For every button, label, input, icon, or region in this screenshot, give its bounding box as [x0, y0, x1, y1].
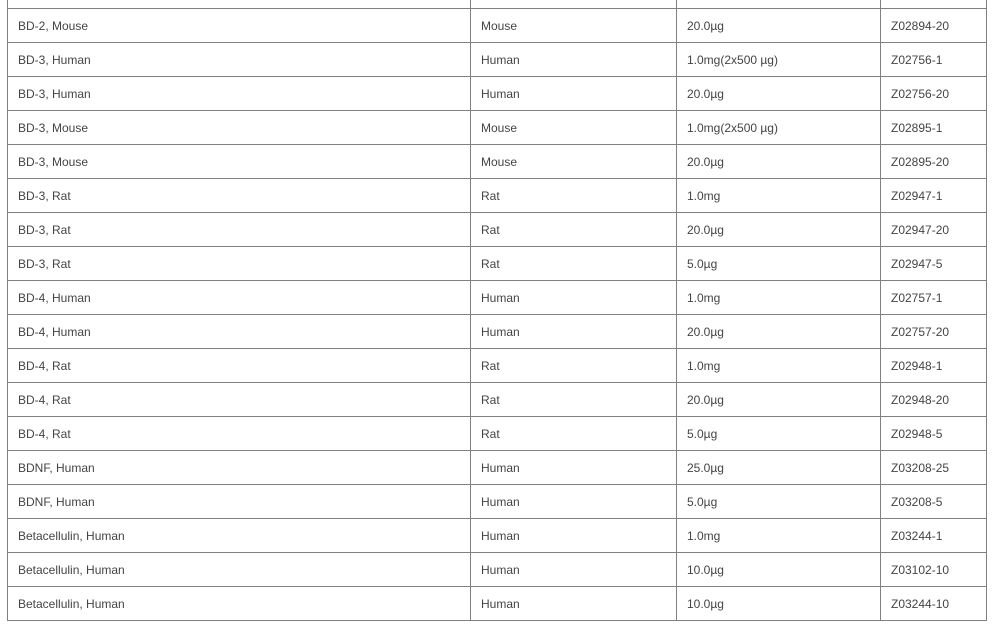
- size-cell: 20.0µg: [677, 383, 881, 417]
- table-row: [8, 77, 987, 111]
- table-row: [8, 145, 987, 179]
- size-cell: 20.0µg: [677, 315, 881, 349]
- size-cell: 20.0µg: [677, 77, 881, 111]
- catalog-number-cell: Z03244-1: [881, 519, 987, 553]
- product-name-cell: Betacellulin, Human: [8, 519, 471, 553]
- catalog-number-cell: [881, 0, 987, 9]
- size-cell: 1.0mg: [677, 519, 881, 553]
- catalog-number-cell: Z02895-20: [881, 145, 987, 179]
- table-row: [8, 451, 987, 485]
- species-cell: Rat: [471, 179, 677, 213]
- table-row: [8, 383, 987, 417]
- product-name-cell: BD-3, Rat: [8, 179, 471, 213]
- catalog-number-cell: Z03208-5: [881, 485, 987, 519]
- size-cell: [677, 0, 881, 9]
- product-name-cell: Betacellulin, Human: [8, 553, 471, 587]
- table-row: [8, 417, 987, 451]
- table-row: [8, 349, 987, 383]
- table-row: [8, 519, 987, 553]
- species-cell: Human: [471, 315, 677, 349]
- table-row: [8, 43, 987, 77]
- species-cell: Human: [471, 587, 677, 621]
- size-cell: 5.0µg: [677, 247, 881, 281]
- table-row: [8, 315, 987, 349]
- species-cell: Rat: [471, 417, 677, 451]
- table-row: [8, 213, 987, 247]
- product-name-cell: BD-3, Human: [8, 77, 471, 111]
- species-cell: Human: [471, 43, 677, 77]
- size-cell: 1.0mg(2x500 µg): [677, 111, 881, 145]
- product-name-cell: BD-4, Human: [8, 281, 471, 315]
- table-row: [8, 247, 987, 281]
- size-cell: 5.0µg: [677, 485, 881, 519]
- size-cell: 10.0µg: [677, 553, 881, 587]
- catalog-number-cell: Z03244-10: [881, 587, 987, 621]
- size-cell: 1.0mg: [677, 179, 881, 213]
- product-name-cell: Betacellulin, Human: [8, 587, 471, 621]
- size-cell: 25.0µg: [677, 451, 881, 485]
- table-row: [8, 587, 987, 621]
- table-row: [8, 179, 987, 213]
- catalog-number-cell: Z02947-1: [881, 179, 987, 213]
- catalog-number-cell: Z02895-1: [881, 111, 987, 145]
- product-name-cell: BD-3, Mouse: [8, 145, 471, 179]
- product-name-cell: [8, 0, 471, 9]
- species-cell: Mouse: [471, 111, 677, 145]
- product-name-cell: BD-3, Mouse: [8, 111, 471, 145]
- size-cell: 10.0µg: [677, 587, 881, 621]
- catalog-number-cell: Z02947-20: [881, 213, 987, 247]
- size-cell: 5.0µg: [677, 417, 881, 451]
- catalog-number-cell: Z03102-10: [881, 553, 987, 587]
- table-row: [8, 9, 987, 43]
- catalog-number-cell: Z02756-1: [881, 43, 987, 77]
- product-name-cell: BD-3, Rat: [8, 213, 471, 247]
- species-cell: Human: [471, 485, 677, 519]
- table-row: [8, 553, 987, 587]
- catalog-number-cell: Z02757-20: [881, 315, 987, 349]
- species-cell: Mouse: [471, 9, 677, 43]
- species-cell: Human: [471, 281, 677, 315]
- size-cell: 1.0mg(2x500 µg): [677, 43, 881, 77]
- product-name-cell: BD-3, Rat: [8, 247, 471, 281]
- species-cell: Rat: [471, 213, 677, 247]
- product-name-cell: BD-4, Rat: [8, 417, 471, 451]
- product-table: [7, 0, 987, 621]
- table-row: [8, 111, 987, 145]
- product-name-cell: BD-2, Mouse: [8, 9, 471, 43]
- product-name-cell: BD-3, Human: [8, 43, 471, 77]
- product-table-container: [7, 0, 986, 621]
- size-cell: 1.0mg: [677, 349, 881, 383]
- product-table-body: [8, 0, 987, 621]
- species-cell: Rat: [471, 383, 677, 417]
- table-row: [8, 281, 987, 315]
- table-row: [8, 0, 987, 9]
- catalog-number-cell: Z02948-5: [881, 417, 987, 451]
- catalog-number-cell: Z02894-20: [881, 9, 987, 43]
- catalog-number-cell: Z02947-5: [881, 247, 987, 281]
- table-row: [8, 485, 987, 519]
- size-cell: 20.0µg: [677, 213, 881, 247]
- product-name-cell: BD-4, Human: [8, 315, 471, 349]
- species-cell: [471, 0, 677, 9]
- product-name-cell: BDNF, Human: [8, 485, 471, 519]
- size-cell: 20.0µg: [677, 9, 881, 43]
- species-cell: Human: [471, 451, 677, 485]
- product-name-cell: BDNF, Human: [8, 451, 471, 485]
- species-cell: Human: [471, 519, 677, 553]
- species-cell: Human: [471, 77, 677, 111]
- species-cell: Rat: [471, 247, 677, 281]
- catalog-number-cell: Z02948-20: [881, 383, 987, 417]
- product-name-cell: BD-4, Rat: [8, 383, 471, 417]
- species-cell: Mouse: [471, 145, 677, 179]
- catalog-number-cell: Z03208-25: [881, 451, 987, 485]
- catalog-number-cell: Z02948-1: [881, 349, 987, 383]
- catalog-number-cell: Z02756-20: [881, 77, 987, 111]
- size-cell: 20.0µg: [677, 145, 881, 179]
- product-name-cell: BD-4, Rat: [8, 349, 471, 383]
- species-cell: Human: [471, 553, 677, 587]
- species-cell: Rat: [471, 349, 677, 383]
- size-cell: 1.0mg: [677, 281, 881, 315]
- catalog-number-cell: Z02757-1: [881, 281, 987, 315]
